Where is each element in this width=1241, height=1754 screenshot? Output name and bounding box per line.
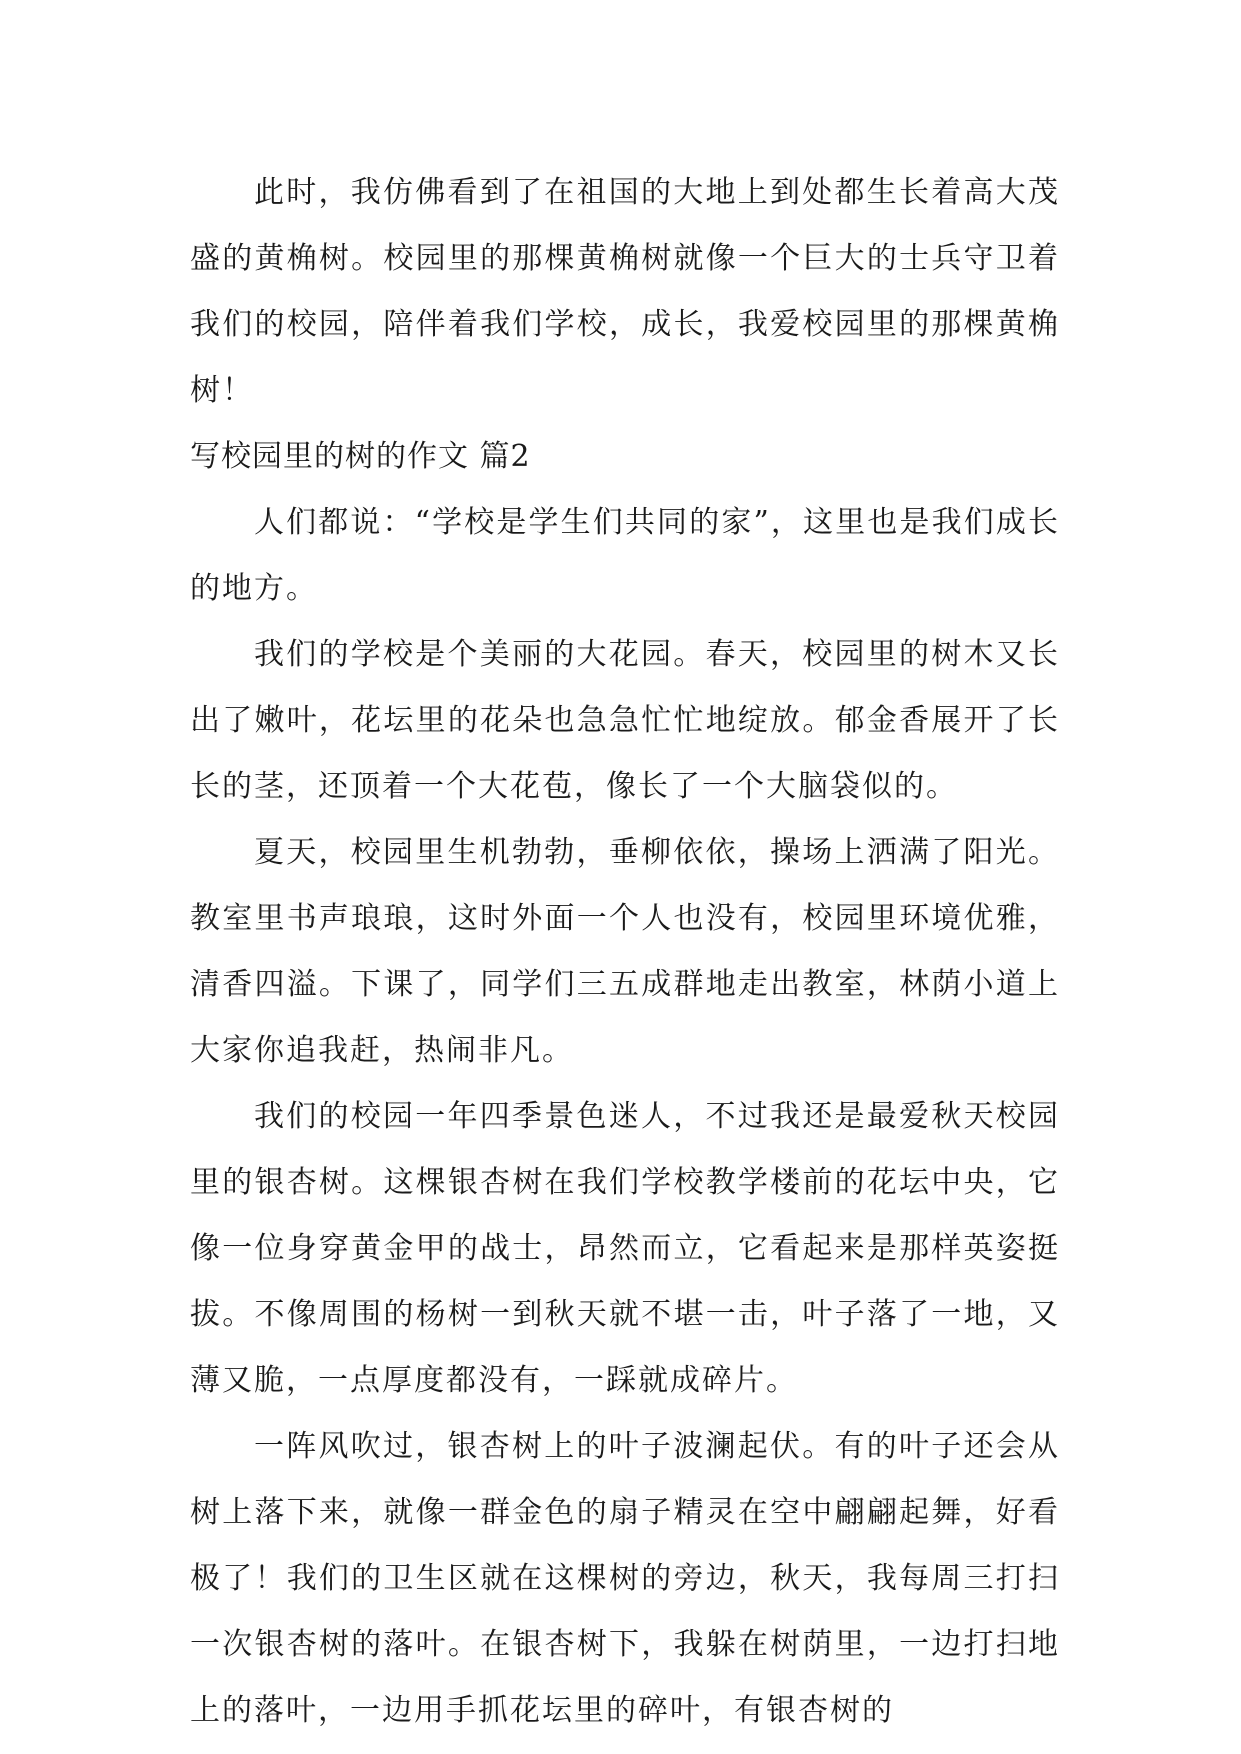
paragraph-3: 夏天，校园里生机勃勃，垂柳依依，操场上洒满了阳光。教室里书声琅琅，这时外面一个人也没有，校园里环境优雅，清香四溢。下课了，同学们三五成群地走出教室，林荫小道上大家你追我赶，热闹非凡。 [190, 835, 1060, 1068]
paragraph-4: 我们的校园一年四季景色迷人，不过我还是最爱秋天校园里的银杏树。这棵银杏树在我们学校教学楼前的花坛中央，它像一位身穿黄金甲的战士，昂然而立，它看起来是那样英姿挺拔。不像周围的杨树一到秋天就不堪一击，叶子落了一地，又薄又脆，一点厚度都没有，一踩就成碎片。 [190, 1099, 1060, 1398]
paragraph-closing: 此时，我仿佛看到了在祖国的大地上到处都生长着高大茂盛的黄桷树。校园里的那棵黄桷树就像一个巨大的士兵守卫着我们的校园，陪伴着我们学校，成长，我爱校园里的那棵黄桷树！ [190, 175, 1060, 408]
paragraph-5: 一阵风吹过，银杏树上的叶子波澜起伏。有的叶子还会从树上落下来，就像一群金色的扇子精灵在空中翩翩起舞，好看极了！我们的卫生区就在这棵树的旁边，秋天，我每周三打扫一次银杏树的落叶。在银杏树下，我躲在树荫里，一边打扫地上的落叶，一边用手抓花坛里的碎叶，有银杏树的 [190, 1429, 1060, 1728]
section-heading: 写校园里的树的作文 篇2 [190, 439, 531, 474]
paragraph-1: 人们都说：“学校是学生们共同的家”，这里也是我们成长的地方。 [190, 505, 1060, 606]
article-body [190, 160, 1060, 1744]
paragraph-2: 我们的学校是个美丽的大花园。春天，校园里的树木又长出了嫩叶，花坛里的花朵也急急忙忙地绽放。郁金香展开了长长的茎，还顶着一个大花苞，像长了一个大脑袋似的。 [190, 637, 1060, 804]
